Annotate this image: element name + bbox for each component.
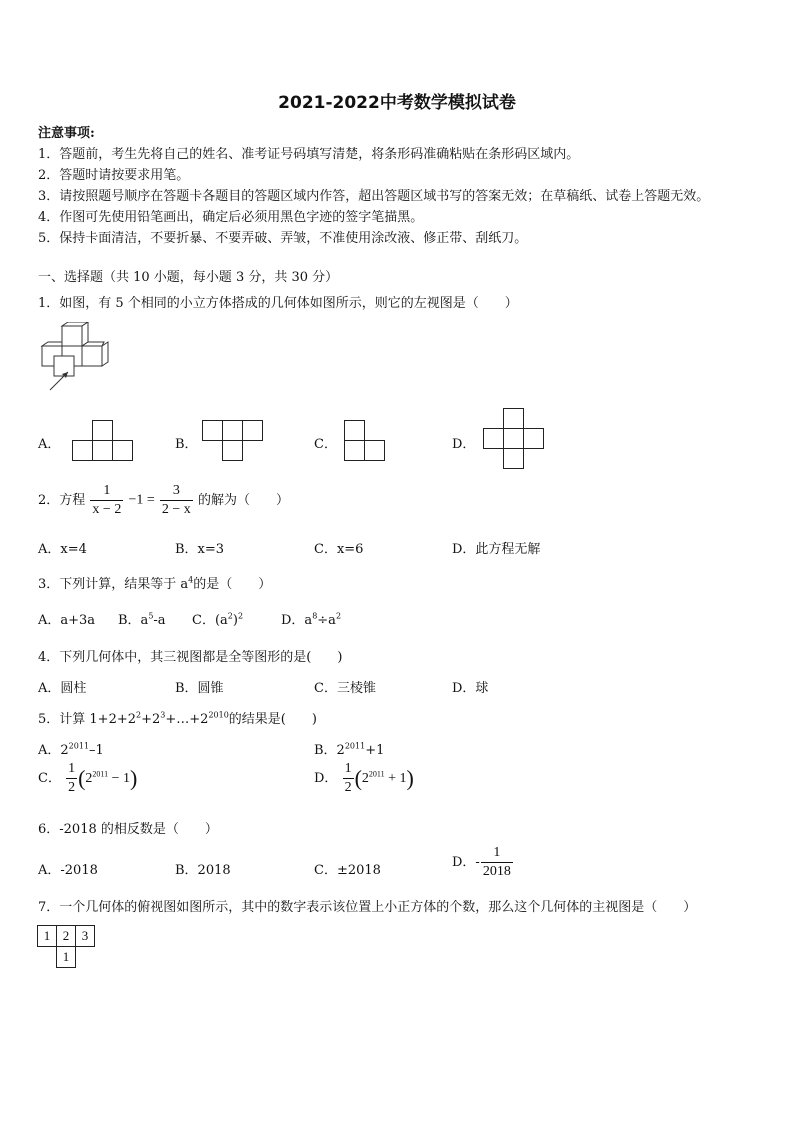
q5-option-c: C． $\frac{1}{2}$ $(2^{2011} - 1)$	[38, 761, 138, 795]
q3-option-b: B．$a^5-a$	[118, 611, 166, 628]
q5-option-d: D． $\frac{1}{2}$ $(2^{2011} + 1)$	[314, 761, 414, 795]
q1-option-d-label: D．	[452, 437, 476, 452]
q6-option-b: B．2018	[175, 863, 231, 878]
q1-option-c-figure	[344, 420, 386, 462]
fraction: $\frac{1}{2018}$	[482, 845, 511, 879]
fraction: $\frac{1}{2}$	[344, 761, 352, 795]
notes-heading: 注意事项:	[38, 126, 95, 141]
q3-option-d: D．$a^8\div a^2$	[281, 611, 342, 628]
question-2-stem: 2．方程 $\frac{1}{x - 2}$ −1 = $\frac{3}{2 - x}$ 的解为（ ）	[38, 483, 289, 517]
q2-option-b: B．x=3	[175, 542, 225, 557]
question-1-stem: 1．如图，有 5 个相同的小立方体搭成的几何体如图所示，则它的左视图是（ ）	[38, 296, 518, 311]
q1-option-a-figure	[72, 420, 134, 462]
grid-cell	[76, 947, 95, 968]
top-view-grid	[37, 925, 95, 968]
fraction: $\frac{3}{2 - x}$	[161, 483, 191, 517]
q1-option-b-label: B．	[175, 437, 198, 452]
q1-option-c-label: C．	[314, 437, 337, 452]
note-item: 5．保持卡面清洁，不要折暴、不要弄破、弄皱，不准使用涂改液、修正带、刮纸刀。	[38, 231, 528, 246]
q6-option-a: A．-2018	[38, 863, 98, 878]
section-heading: 一、选择题（共 10 小题，每小题 3 分，共 30 分）	[38, 270, 339, 285]
question-5-stem: 5．计算 $1+2+2^2+2^3+\dots+2^{2010}$的结果是( )	[38, 710, 317, 727]
q6-option-c: C．±2018	[314, 863, 381, 878]
q2-option-a: A．x=4	[38, 542, 87, 557]
q1-option-a-label: A．	[38, 437, 61, 452]
question-7-stem: 7．一个几何体的俯视图如图所示，其中的数字表示该位置上小正方体的个数，那么这个几何体的主视图是（ ）	[38, 900, 697, 915]
q5-option-a: A．$2^{2011}-1$	[38, 741, 104, 758]
q3-option-c: C．$(a^2)^2$	[192, 611, 244, 628]
note-item: 1．答题前，考生先将自己的姓名、准考证号码填写清楚，将条形码准确粘贴在条形码区域内。	[38, 147, 580, 162]
note-item: 2．答题时请按要求用笔。	[38, 168, 190, 183]
grid-cell: 1	[38, 926, 57, 947]
q2-option-c: C．x=6	[314, 542, 364, 557]
question-4-stem: 4．下列几何体中，其三视图都是全等图形的是( )	[38, 650, 343, 665]
q2-option-d: D．此方程无解	[452, 542, 541, 557]
grid-cell: 3	[76, 926, 95, 947]
note-item: 4．作图可先使用铅笔画出，确定后必须用黑色字迹的签字笔描黑。	[38, 210, 424, 225]
q4-option-a: A．圆柱	[38, 681, 87, 696]
q6-option-d: D．- $\frac{1}{2018}$	[452, 845, 511, 879]
q1-option-b-figure	[202, 420, 264, 462]
q5-option-b: B．$2^{2011}+1$	[314, 741, 385, 758]
q1-option-d-figure	[483, 408, 545, 470]
fraction: $\frac{1}{2}$	[68, 761, 76, 795]
question-6-stem: 6．-2018 的相反数是（ ）	[38, 822, 218, 837]
grid-cell	[38, 947, 57, 968]
grid-cell: 2	[57, 926, 76, 947]
question-3-stem: 3．下列计算，结果等于 $a^4$的是（ ）	[38, 575, 272, 592]
note-item: 3．请按照题号顺序在答题卡各题目的答题区域内作答，超出答题区域书写的答案无效；在草稿纸、试卷上答题无效。	[38, 189, 710, 204]
grid-cell: 1	[57, 947, 76, 968]
fraction: $\frac{1}{x - 2}$	[92, 483, 122, 517]
q4-option-d: D．球	[452, 681, 489, 696]
grid-table	[37, 925, 95, 968]
q4-option-c: C．三棱锥	[314, 681, 376, 696]
cube-figure	[38, 322, 110, 392]
q4-option-b: B．圆锥	[175, 681, 224, 696]
q3-option-a: A．a+3a	[38, 613, 96, 628]
page-title: 2021-2022中考数学模拟试卷	[278, 93, 516, 113]
